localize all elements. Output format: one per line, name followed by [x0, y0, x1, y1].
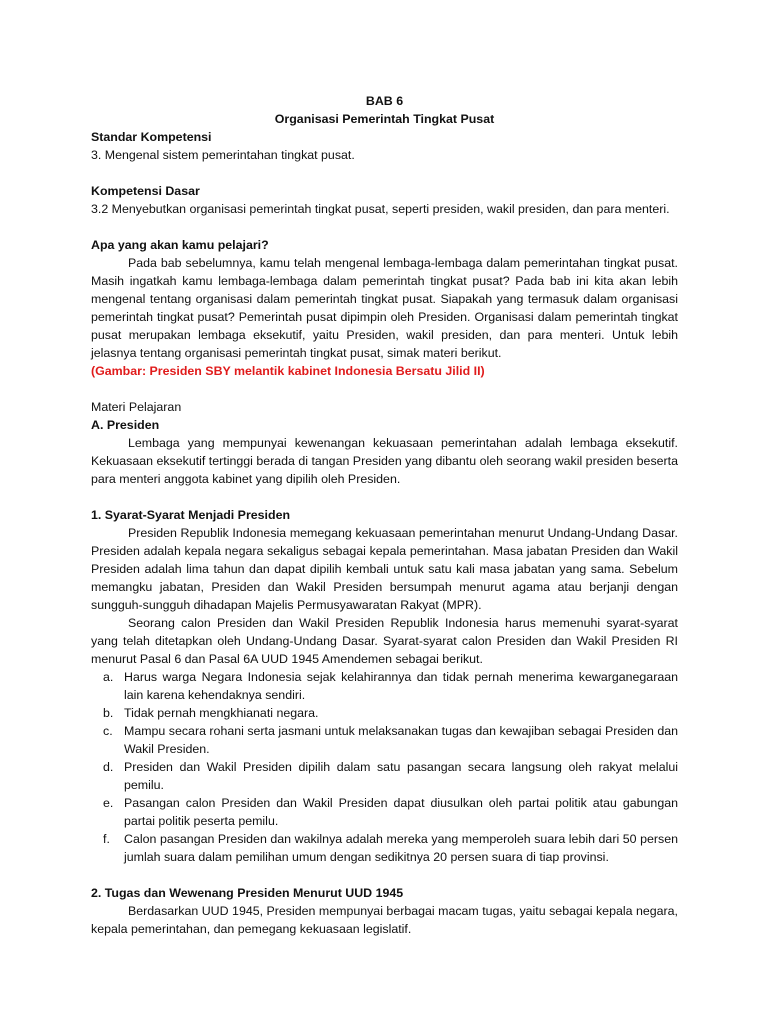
document-body	[91, 92, 678, 938]
materi-paragraph: Lembaga yang mempunyai kewenangan kekuasaan pemerintahan adalah lembaga eksekutif. Kekuasaan eksekutif tertinggi berada di tangan Presiden yang dibantu oleh seorang wakil presiden beserta para menteri anggota kabinet yang dipilih oleh Presiden.	[91, 436, 678, 486]
list-item-text: Pasangan calon Presiden dan Wakil Presiden dapat diusulkan oleh partai politik atau gabungan partai politik peserta pemilu.	[124, 796, 678, 828]
list-marker: c.	[103, 724, 113, 738]
standar-heading: Standar Kompetensi	[91, 130, 212, 144]
tugas-paragraph: Berdasarkan UUD 1945, Presiden mempunyai berbagai macam tugas, yaitu sebagai kepala negara, kepala pemerintahan, dan pemegang kekuasaan legislatif.	[91, 904, 678, 936]
syarat-heading: 1. Syarat-Syarat Menjadi Presiden	[91, 508, 291, 522]
list-item	[91, 668, 678, 704]
syarat-list	[91, 668, 678, 866]
list-item-text: Presiden dan Wakil Presiden dipilih dalam satu pasangan secara langsung oleh rakyat melalui pemilu.	[124, 760, 678, 792]
list-item	[91, 758, 678, 794]
list-marker: f.	[103, 832, 110, 846]
list-item-text: Harus warga Negara Indonesia sejak kelahirannya dan tidak pernah menerima kewarganegaraan lain karena kehendaknya sendiri.	[124, 670, 678, 702]
kompetensi-heading: Kompetensi Dasar	[91, 184, 200, 198]
chapter-number: BAB 6	[365, 94, 404, 108]
list-marker: b.	[103, 706, 114, 720]
syarat-paragraph-2: Seorang calon Presiden dan Wakil Presiden Republik Indonesia harus memenuhi syarat-syarat yang telah ditetapkan oleh Undang-Undang Dasar. Syarat-syarat calon Presiden dan Wakil Presiden RI menurut Pasal 6 dan Pasal 6A UUD 1945 Amendemen sebagai berikut.	[91, 616, 678, 666]
pelajari-paragraph: Pada bab sebelumnya, kamu telah mengenal lembaga-lembaga dalam pemerintahan tingkat pusat. Masih ingatkah kamu lembaga-lembaga dalam pemerintah tingkat pusat? Pada bab ini kita akan lebih mengenal tentang organisasi dalam pemerintah tingkat pusat. Siapakah yang termasuk dalam organisasi pemerintah tingkat pusat? Pemerintah pusat dipimpin oleh Presiden. Organisasi dalam pemerintah tingkat pusat merupakan lembaga eksekutif, yaitu Presiden, wakil presiden, dan para menteri. Untuk lebih jelasnya tentang organisasi pemerintah tingkat pusat, simak materi berikut.	[91, 256, 678, 360]
list-marker: e.	[103, 796, 114, 810]
materi-heading: Materi Pelajaran	[91, 400, 182, 414]
list-item-text: Tidak pernah mengkhianati negara.	[124, 706, 319, 720]
list-item-text: Calon pasangan Presiden dan wakilnya adalah mereka yang memperoleh suara lebih dari 50 persen jumlah suara dalam pemilihan umum dengan sedikitnya 20 persen suara di tiap provinsi.	[124, 832, 678, 864]
section-a-heading: A. Presiden	[91, 418, 160, 432]
chapter-title: Organisasi Pemerintah Tingkat Pusat	[274, 112, 495, 126]
standar-item: 3. Mengenal sistem pemerintahan tingkat pusat.	[91, 148, 355, 162]
list-item	[91, 794, 678, 830]
list-item	[91, 704, 678, 722]
list-item-text: Mampu secara rohani serta jasmani untuk melaksanakan tugas dan kewajiban sebagai Presiden dan Wakil Presiden.	[124, 724, 678, 756]
pelajari-heading: Apa yang akan kamu pelajari?	[91, 238, 269, 252]
list-marker: d.	[103, 760, 114, 774]
syarat-paragraph-1: Presiden Republik Indonesia memegang kekuasaan pemerintahan menurut Undang-Undang Dasar. Presiden adalah kepala negara sekaligus sebagai kepala pemerintahan. Masa jabatan Presiden dan Wakil Presiden adalah lima tahun dan dapat dipilih kembali untuk satu kali masa jabatan yang sama. Sebelum memangku jabatan, Presiden dan Wakil Presiden bersumpah menurut agama atau berjanji dengan sungguh-sungguh dihadapan Majelis Permusyawaratan Rakyat (MPR).	[91, 526, 678, 612]
list-item	[91, 722, 678, 758]
tugas-heading: 2. Tugas dan Wewenang Presiden Menurut UUD 1945	[91, 886, 404, 900]
image-note: (Gambar: Presiden SBY melantik kabinet Indonesia Bersatu Jilid II)	[91, 364, 485, 378]
kompetensi-item: 3.2 Menyebutkan organisasi pemerintah tingkat pusat, seperti presiden, wakil presiden, dan para menteri.	[91, 202, 670, 216]
list-item	[91, 830, 678, 866]
list-marker: a.	[103, 670, 114, 684]
